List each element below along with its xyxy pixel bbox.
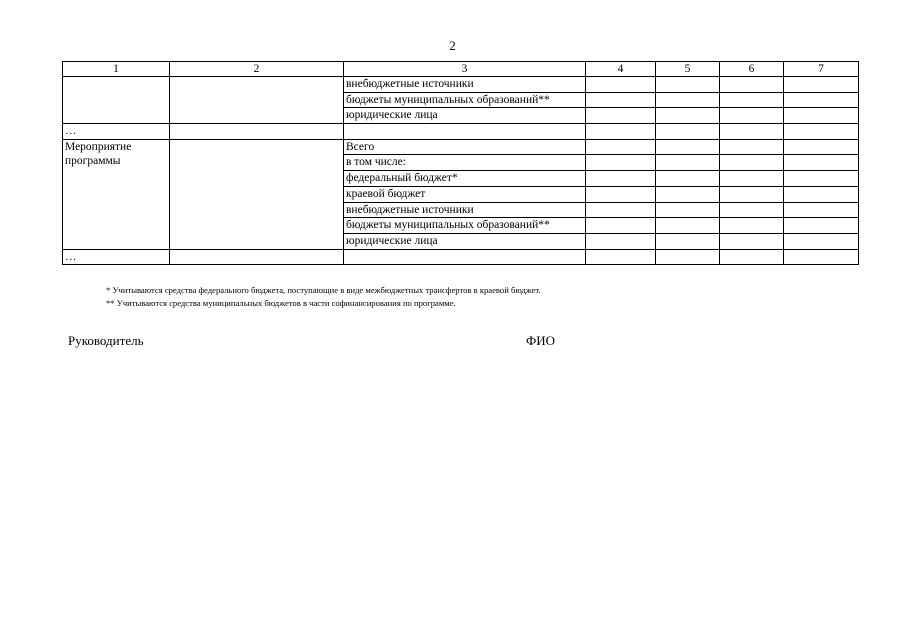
page-number: 2 bbox=[449, 38, 456, 53]
column-header: 4 bbox=[586, 62, 656, 77]
table-cell bbox=[63, 77, 170, 124]
funding-source-cell: краевой бюджет bbox=[344, 186, 586, 202]
signature-title: Руководитель bbox=[68, 333, 144, 348]
funding-source-cell: в том числе: bbox=[344, 155, 586, 171]
funding-source-cell: бюджеты муниципальных образований** bbox=[344, 218, 586, 234]
footnotes bbox=[106, 284, 541, 310]
table-row-ellipsis bbox=[63, 124, 859, 140]
funding-source-cell: бюджеты муниципальных образований** bbox=[344, 92, 586, 108]
budget-table bbox=[62, 61, 859, 265]
footnote-federal: * Учитываются средства федерального бюджета, поступающие в виде межбюджетных трансфертов в краевой бюджет. bbox=[106, 285, 541, 295]
funding-source-cell: юридические лица bbox=[344, 233, 586, 249]
funding-source-cell: Всего bbox=[344, 139, 586, 155]
column-header: 3 bbox=[344, 62, 586, 77]
table-cell bbox=[170, 77, 344, 124]
table-row bbox=[63, 77, 859, 93]
signature-name-placeholder: ФИО bbox=[526, 333, 556, 348]
event-label-cell: Мероприятие программы bbox=[63, 139, 170, 249]
footnote-municipal: ** Учитываются средства муниципальных бюджетов в части софинансирования по программе. bbox=[106, 298, 456, 308]
ellipsis-cell: … bbox=[63, 249, 170, 265]
column-header: 1 bbox=[63, 62, 170, 77]
column-header: 6 bbox=[720, 62, 784, 77]
ellipsis-cell: … bbox=[63, 124, 170, 140]
column-header: 7 bbox=[784, 62, 859, 77]
table-row bbox=[63, 139, 859, 155]
funding-source-cell: юридические лица bbox=[344, 108, 586, 124]
table-cell bbox=[170, 139, 344, 249]
funding-source-cell: внебюджетные источники bbox=[344, 77, 586, 93]
column-header: 5 bbox=[656, 62, 720, 77]
funding-source-cell: внебюджетные источники bbox=[344, 202, 586, 218]
column-header: 2 bbox=[170, 62, 344, 77]
table-row-ellipsis bbox=[63, 249, 859, 265]
funding-source-cell: федеральный бюджет* bbox=[344, 171, 586, 187]
table-header-row bbox=[63, 62, 859, 77]
